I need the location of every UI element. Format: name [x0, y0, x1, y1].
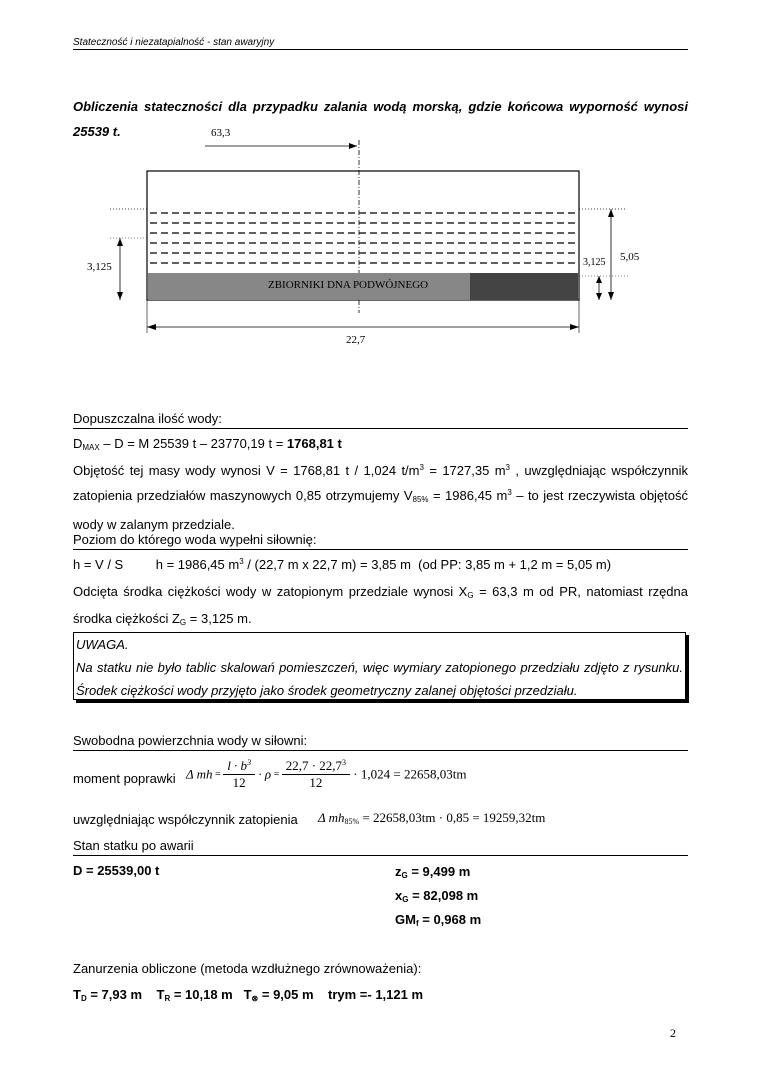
note-text: Na statku nie było tablic skalowań pomieszczeń, więc wymiary zatopionego przedziału zdjęto z rysunku. Środek ciężkości wody przyjęto jako środek geometryczny zalanej objętości przedziału.: [76, 660, 683, 698]
note-label: UWAGA.: [76, 637, 129, 652]
gm-value: $GM_f = 0,968$ m: [395, 912, 482, 928]
section-title: Obliczenia stateczności dla przypadku zalania wodą morską, gdzie końcowa wyporność wynosi 25539 t.: [73, 99, 688, 139]
note-box: [73, 632, 686, 700]
compartment-diagram: [70, 128, 690, 353]
water-dashes: [150, 213, 577, 263]
moment-label: moment poprawki: [73, 771, 176, 786]
cg-paragraph: Odcięta środka ciężkości wody w zatopionym przedziale wynosi $X_G = 63,3$ m od PR, natomiast rzędna środka ciężkości $Z_G = 3,125$ m.: [73, 584, 688, 627]
section-heading-state: Stan statku po awarii: [73, 838, 688, 856]
top-arrow-head: [349, 143, 357, 149]
right-inner-dim-label: 3,125: [583, 257, 606, 268]
zg-value: $z_G = 9,499$ m: [395, 864, 471, 880]
double-bottom-label: ZBIORNIKI DNA PODWÓJNEGO: [268, 279, 429, 291]
header-rule: [73, 49, 688, 50]
dmax-line: $D_{MAX} - D = M$ 25539 t – 23770,19 t = 1768,81 t: [73, 436, 342, 452]
section-heading-allowed-water: Dopuszczalna ilość wody:: [73, 411, 688, 429]
volume-paragraph: Objętość tej masy wody wynosi V = 1768,81 t / 1,024 $t/m^3 = 1727,35$ $m^3$ , uwzględniając współczynnik zatopienia przedziałów maszynowych 0,85 otrzymujemy $V_{85\%} = 1986,45$ $m^3$ – to jest rzeczywista objętość wody w zalanym przedziale.: [73, 463, 689, 532]
left-dim-label: 3,125: [87, 261, 112, 273]
page-number: 2: [670, 1026, 676, 1040]
drafts-values: $T_D = 7,93$ m $T_R = 10,18$ m $T_\otimes = 9,05$ m trym =- 1,121 m: [73, 987, 424, 1003]
top-dim-label: 63,3: [211, 127, 231, 139]
moment-formula: Δ mh = $\frac{l \cdot b^3}{12}$ · ρ = $\frac{22,7 \cdot 22,7^3}{12}$ · 1,024 = 22658,03tm: [186, 758, 467, 790]
right-outer-dim-label: 5,05: [620, 251, 640, 263]
section-heading-free-surface: Swobodna powierzchnia wody w siłowni:: [73, 733, 688, 751]
section-heading-water-level: Poziom do którego woda wypełni siłownię:: [73, 532, 688, 550]
zatopienie-label: uwzględniając współczynnik zatopienia: [73, 812, 298, 827]
level-formula: h = V / S h = 1986,45 $m^3 / (22,7$ m x 22,7 m) = 3,85 m (od PP: 3,85 m + 1,2 m = 5,05 m): [73, 557, 612, 572]
width-dim-label: 22,7: [346, 334, 366, 346]
displacement-value: D = 25539,00 t: [73, 863, 160, 878]
xg-value: $x_G = 82,098$ m: [395, 888, 479, 904]
zatopienie-formula: Δ $mh_{85\%} = 22658,03tm \cdot 0,85 = 19259,32tm$: [318, 810, 546, 826]
running-header: Stateczność i niezatapialność - stan awaryjny: [73, 37, 275, 48]
drafts-heading: Zanurzenia obliczone (metoda wzdłużnego zrównoważenia):: [73, 961, 422, 976]
